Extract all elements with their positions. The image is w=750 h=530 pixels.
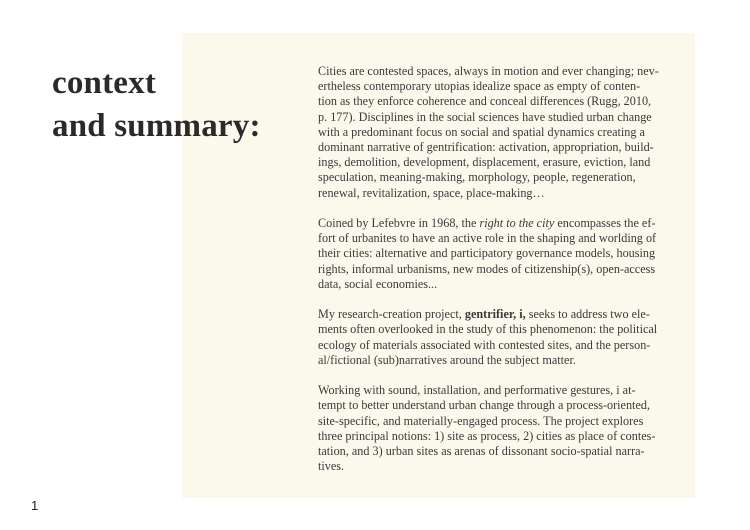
text-line: dominant narrative of gentrification: activation, appropriation, build- — [318, 140, 654, 155]
text-line: tives. — [318, 459, 345, 474]
text-line: tation, and 3) urban sites as arenas of dissonant socio-spatial narra- — [318, 444, 645, 459]
text-line: speculation, meaning-making, morphology, people, regeneration, — [318, 170, 636, 185]
paragraph-4 — [318, 383, 666, 474]
page-number: 1 — [31, 498, 39, 513]
text-line — [318, 216, 666, 231]
text-line: ings, demolition, development, displacement, erasure, eviction, land — [318, 155, 651, 170]
text-line: site-specific, and materially-engaged process. The project explores — [318, 413, 644, 428]
text-line: renewal, revitalization, space, place-making… — [318, 185, 545, 200]
paragraph-1 — [318, 64, 666, 201]
project-title: gentrifier, i, — [464, 307, 526, 322]
text-run: My research-creation project, — [318, 307, 465, 322]
text-line: data, social economies... — [318, 276, 438, 291]
text-line: fort of urbanites to have an active role in the shaping and worlding of — [318, 231, 657, 246]
text-line: ecology of materials associated with contested sites, and the person- — [318, 337, 651, 352]
text-run: seeks to address two ele- — [525, 307, 650, 322]
text-run: encompasses the ef- — [554, 216, 656, 231]
text-line — [318, 307, 666, 322]
text-line: ertheless contemporary utopias idealize space as empty of conten- — [318, 79, 641, 94]
text-line: tion as they enforce coherence and conceal differences (Rugg, 2010, — [318, 94, 652, 109]
title-line-2: and summary: — [52, 108, 261, 144]
body-text — [318, 64, 666, 490]
text-line: Cities are contested spaces, always in motion and ever changing; nev- — [318, 64, 659, 78]
text-run: Coined by Lefebvre in 1968, the — [318, 216, 480, 231]
text-line: their cities: alternative and participatory governance models, housing — [318, 246, 656, 261]
text-line: p. 177). Disciplines in the social sciences have studied urban change — [318, 109, 652, 124]
italic-term: right to the city — [479, 216, 555, 231]
page-title — [52, 62, 261, 148]
text-line: rights, informal urbanisms, new modes of citizenship(s), open-access — [318, 261, 656, 276]
title-line-1: context — [52, 65, 157, 101]
text-line: ments often overlooked in the study of this phenomenon: the political — [318, 322, 658, 337]
text-line: with a predominant focus on social and spatial dynamics creating a — [318, 124, 645, 139]
paragraph-2 — [318, 216, 666, 292]
text-line: al/fictional (sub)narratives around the subject matter. — [318, 352, 576, 367]
text-line: three principal notions: 1) site as process, 2) cities as place of contes- — [318, 428, 656, 443]
paragraph-3 — [318, 307, 666, 368]
text-line: tempt to better understand urban change through a process-oriented, — [318, 398, 650, 413]
text-line: Working with sound, installation, and performative gestures, i at- — [318, 383, 636, 398]
